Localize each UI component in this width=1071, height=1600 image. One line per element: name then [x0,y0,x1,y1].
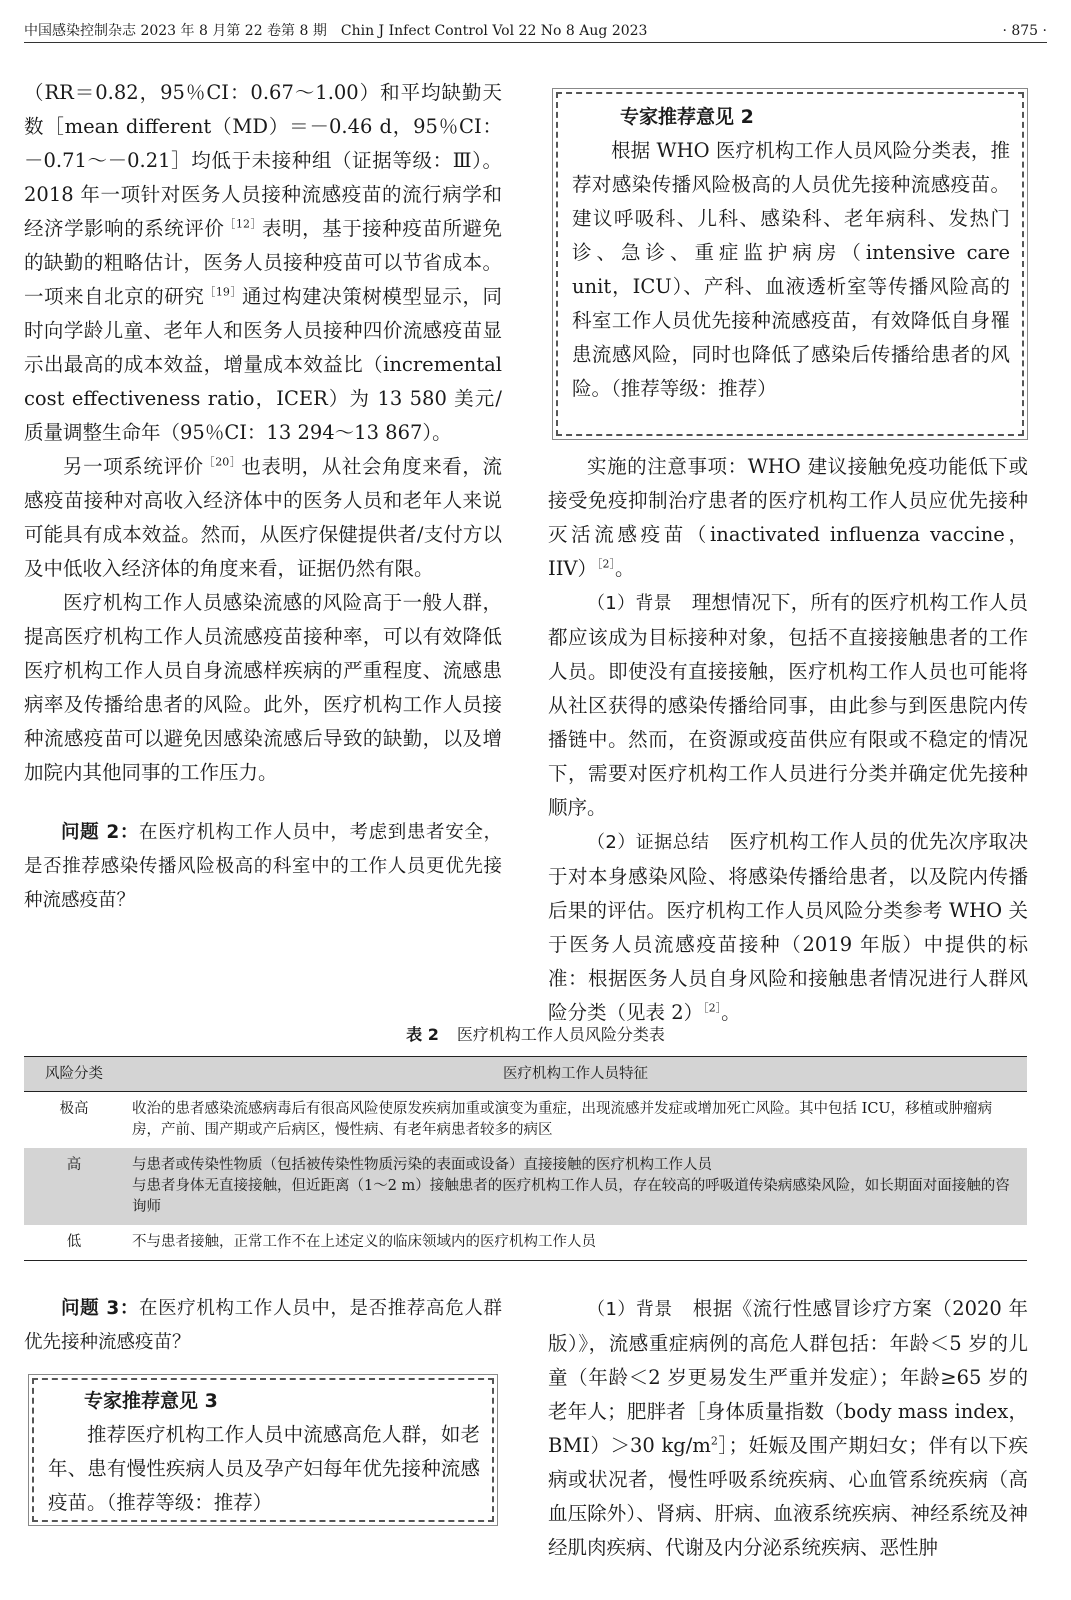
table-2-title: 医疗机构工作人员风险分类表 [456,1025,665,1044]
risk-traits: 收治的患者感染流感病毒后有很高风险使原发疾病加重或演变为重症，出现流感并发症或增加死亡风险。其中包括 ICU，移植或肿瘤病房，产前、围产期或产后病区，慢性病、有老年病患者较多的病区 [132,1101,993,1138]
paragraph-cost-evidence: （RR＝0.82，95％CI：0.67～1.00）和平均缺勤天数［mean different（MD）＝－0.46 d，95％CI：－0.71～－0.21］均低于未接种组（证据等级：Ⅲ）。2018 年一项针对医务人员接种流感疫苗的流行病学和经济学影响的系统评价$^{[12]}$表明，基于接种疫苗所避免的缺勤的粗略估计，医务人员接种疫苗可以节省成本。一项来自北京的研究$^{[19]}$通过构建决策树模型显示，同时向学龄儿童、老年人和医务人员接种四价流感疫苗显示出最高的成本效益，增量成本效益比（incremental cost effectiveness ratio，ICER）为 13 580 美元/质量调整生命年（95％CI：13 294～13 867）。 [24,81,502,444]
header-risk-category: 风险分类 [24,1057,124,1092]
citation-ref[interactable]: ［19］ [204,285,242,299]
recommendation-2-title: 专家推荐意见 2 [620,106,754,128]
risk-traits: 不与患者接触，正常工作不在上述定义的临床领域内的医疗机构工作人员 [124,1225,1027,1261]
question-3-label: 问题 3： [61,1298,139,1319]
bottom-left-column [24,1292,502,1360]
risk-category: 高 [24,1148,124,1225]
citation-ref[interactable]: ［2］ [703,1001,722,1015]
risk-traits: 与患者或传染性物质（包括被传染性物质污染的表面或设备）直接接触的医疗机构工作人员 与患者身体无直接接触，但近距离（1～2 m）接触患者的医疗机构工作人员，存在较高的呼吸道传染病感染风险，如长期面对面接触的咨询师 [124,1148,1027,1225]
table-header-row [24,1057,1027,1092]
high-risk-background: （1）背景 根据《流行性感冒诊疗方案（2020 年版）》，流感重症病例的高危人群包括：年龄＜5 岁的儿童（年龄＜2 岁更易发生严重并发症）；年龄≥65 岁的老年人；肥胖者［身体质量指数（body mass index，BMI）＞30 $kg/m^2]$；妊娠及围产期妇女；伴有以下疾病或状况者，慢性呼吸系统疾病、心血管系统疾病（高血压除外）、肾病、肝病、血液系统疾病、神经系统及神经肌肉疾病、代谢及内分泌系统疾病、恶性肿 [548,1297,1029,1559]
question-3: 问题 3：在医疗机构工作人员中，是否推荐高危人群优先接种流感疫苗？ [24,1298,502,1353]
recommendation-3-title: 专家推荐意见 3 [84,1390,218,1412]
risk-category: 极高 [59,1101,89,1117]
risk-category: 低 [24,1225,124,1261]
table-row [24,1092,1027,1149]
running-head [24,20,1047,43]
table-row [24,1148,1027,1225]
paragraph-systematic-review: 另一项系统评价$^{[20]}$也表明，从社会角度来看，流感疫苗接种对高收入经济体中的医务人员和老年人来说可能具有成本效益。然而，从医疗保健提供者/支付方以及中低收入经济体的角度来看，证据仍然有限。 [24,455,502,580]
recommendation-2-box [556,92,1024,436]
left-column [24,76,502,918]
table-2-caption [24,1022,1047,1048]
header-staff-characteristics: 医疗机构工作人员特征 [124,1057,1027,1092]
table-2-label: 表 2 [406,1025,439,1044]
journal-citation: 中国感染控制杂志 2023 年 8 月第 22 卷第 8 期 Chin J Infect Control Vol 22 No 8 Aug 2023 [24,23,648,39]
citation-ref[interactable]: ［2］ [597,557,615,571]
citation-ref[interactable]: ［20］ [203,455,242,469]
background-label: （1）背景 [587,593,672,614]
evidence-label: （2）证据总结 [587,832,710,853]
recommendation-3-text: 推荐医疗机构工作人员中流感高危人群，如老年、患有慢性疾病人员及孕产妇每年优先接种流感疫苗。（推荐等级：推荐） [48,1423,480,1514]
right-column [548,450,1028,1030]
table-row [24,1225,1027,1261]
page-number: · 875 · [1002,23,1047,39]
evidence-paragraph: （2）证据总结 医疗机构工作人员的优先次序取决于对本身感染风险、将感染传播给患者，以及院内传播后果的评估。医疗机构工作人员风险分类参考 WHO 关于医务人员流感疫苗接种（2019 年版）中提供的标准：根据医务人员自身风险和接触患者情况进行人群风险分类（见表 2）$^{[2]}$。 [548,830,1028,1024]
recommendation-2-text: 根据 WHO 医疗机构工作人员风险分类表，推荐对感染传播风险极高的人员优先接种流感疫苗。建议呼吸科、儿科、感染科、老年病科、发热门诊、急诊、重症监护病房（intensive care unit，ICU）、产科、血液透析室等传播风险高的科室工作人员优先接种流感疫苗，有效降低自身罹患流感风险，同时也降低了感染后传播给患者的风险。（推荐等级：推荐） [572,139,1010,400]
question-2: 问题 2：在医疗机构工作人员中，考虑到患者安全，是否推荐感染传播风险极高的科室中的工作人员更优先接种流感疫苗？ [24,822,502,911]
risk-classification-table [24,1056,1027,1261]
background-label: （1）背景 [587,1299,673,1320]
question-2-label: 问题 2： [61,822,139,843]
citation-ref[interactable]: ［12］ [224,217,263,231]
bottom-right-column [548,1292,1028,1565]
background-paragraph: （1）背景 理想情况下，所有的医疗机构工作人员都应该成为目标接种对象，包括不直接接触患者的工作人员。即使没有直接接触，医疗机构工作人员也可能将从社区获得的感染传播给同事，由此参与到医患院内传播链中。然而，在资源或疫苗供应有限或不稳定的情况下，需要对医疗机构工作人员进行分类并确定优先接种顺序。 [548,591,1028,819]
paragraph-risk-summary: 医疗机构工作人员感染流感的风险高于一般人群，提高医疗机构工作人员流感疫苗接种率，可以有效降低医疗机构工作人员自身流感样疾病的严重程度、流感患病率及传播给患者的风险。此外，医疗机构工作人员接种流感疫苗可以避免因感染流感后导致的缺勤，以及增加院内其他同事的工作压力。 [24,591,502,784]
recommendation-3-box [32,1378,494,1522]
implementation-notes: 实施的注意事项：WHO 建议接触免疫功能低下或接受免疫抑制治疗患者的医疗机构工作人员应优先接种灭活流感疫苗（inactivated influenza vaccine，IIV）$^{[2]}$。 [548,455,1028,580]
